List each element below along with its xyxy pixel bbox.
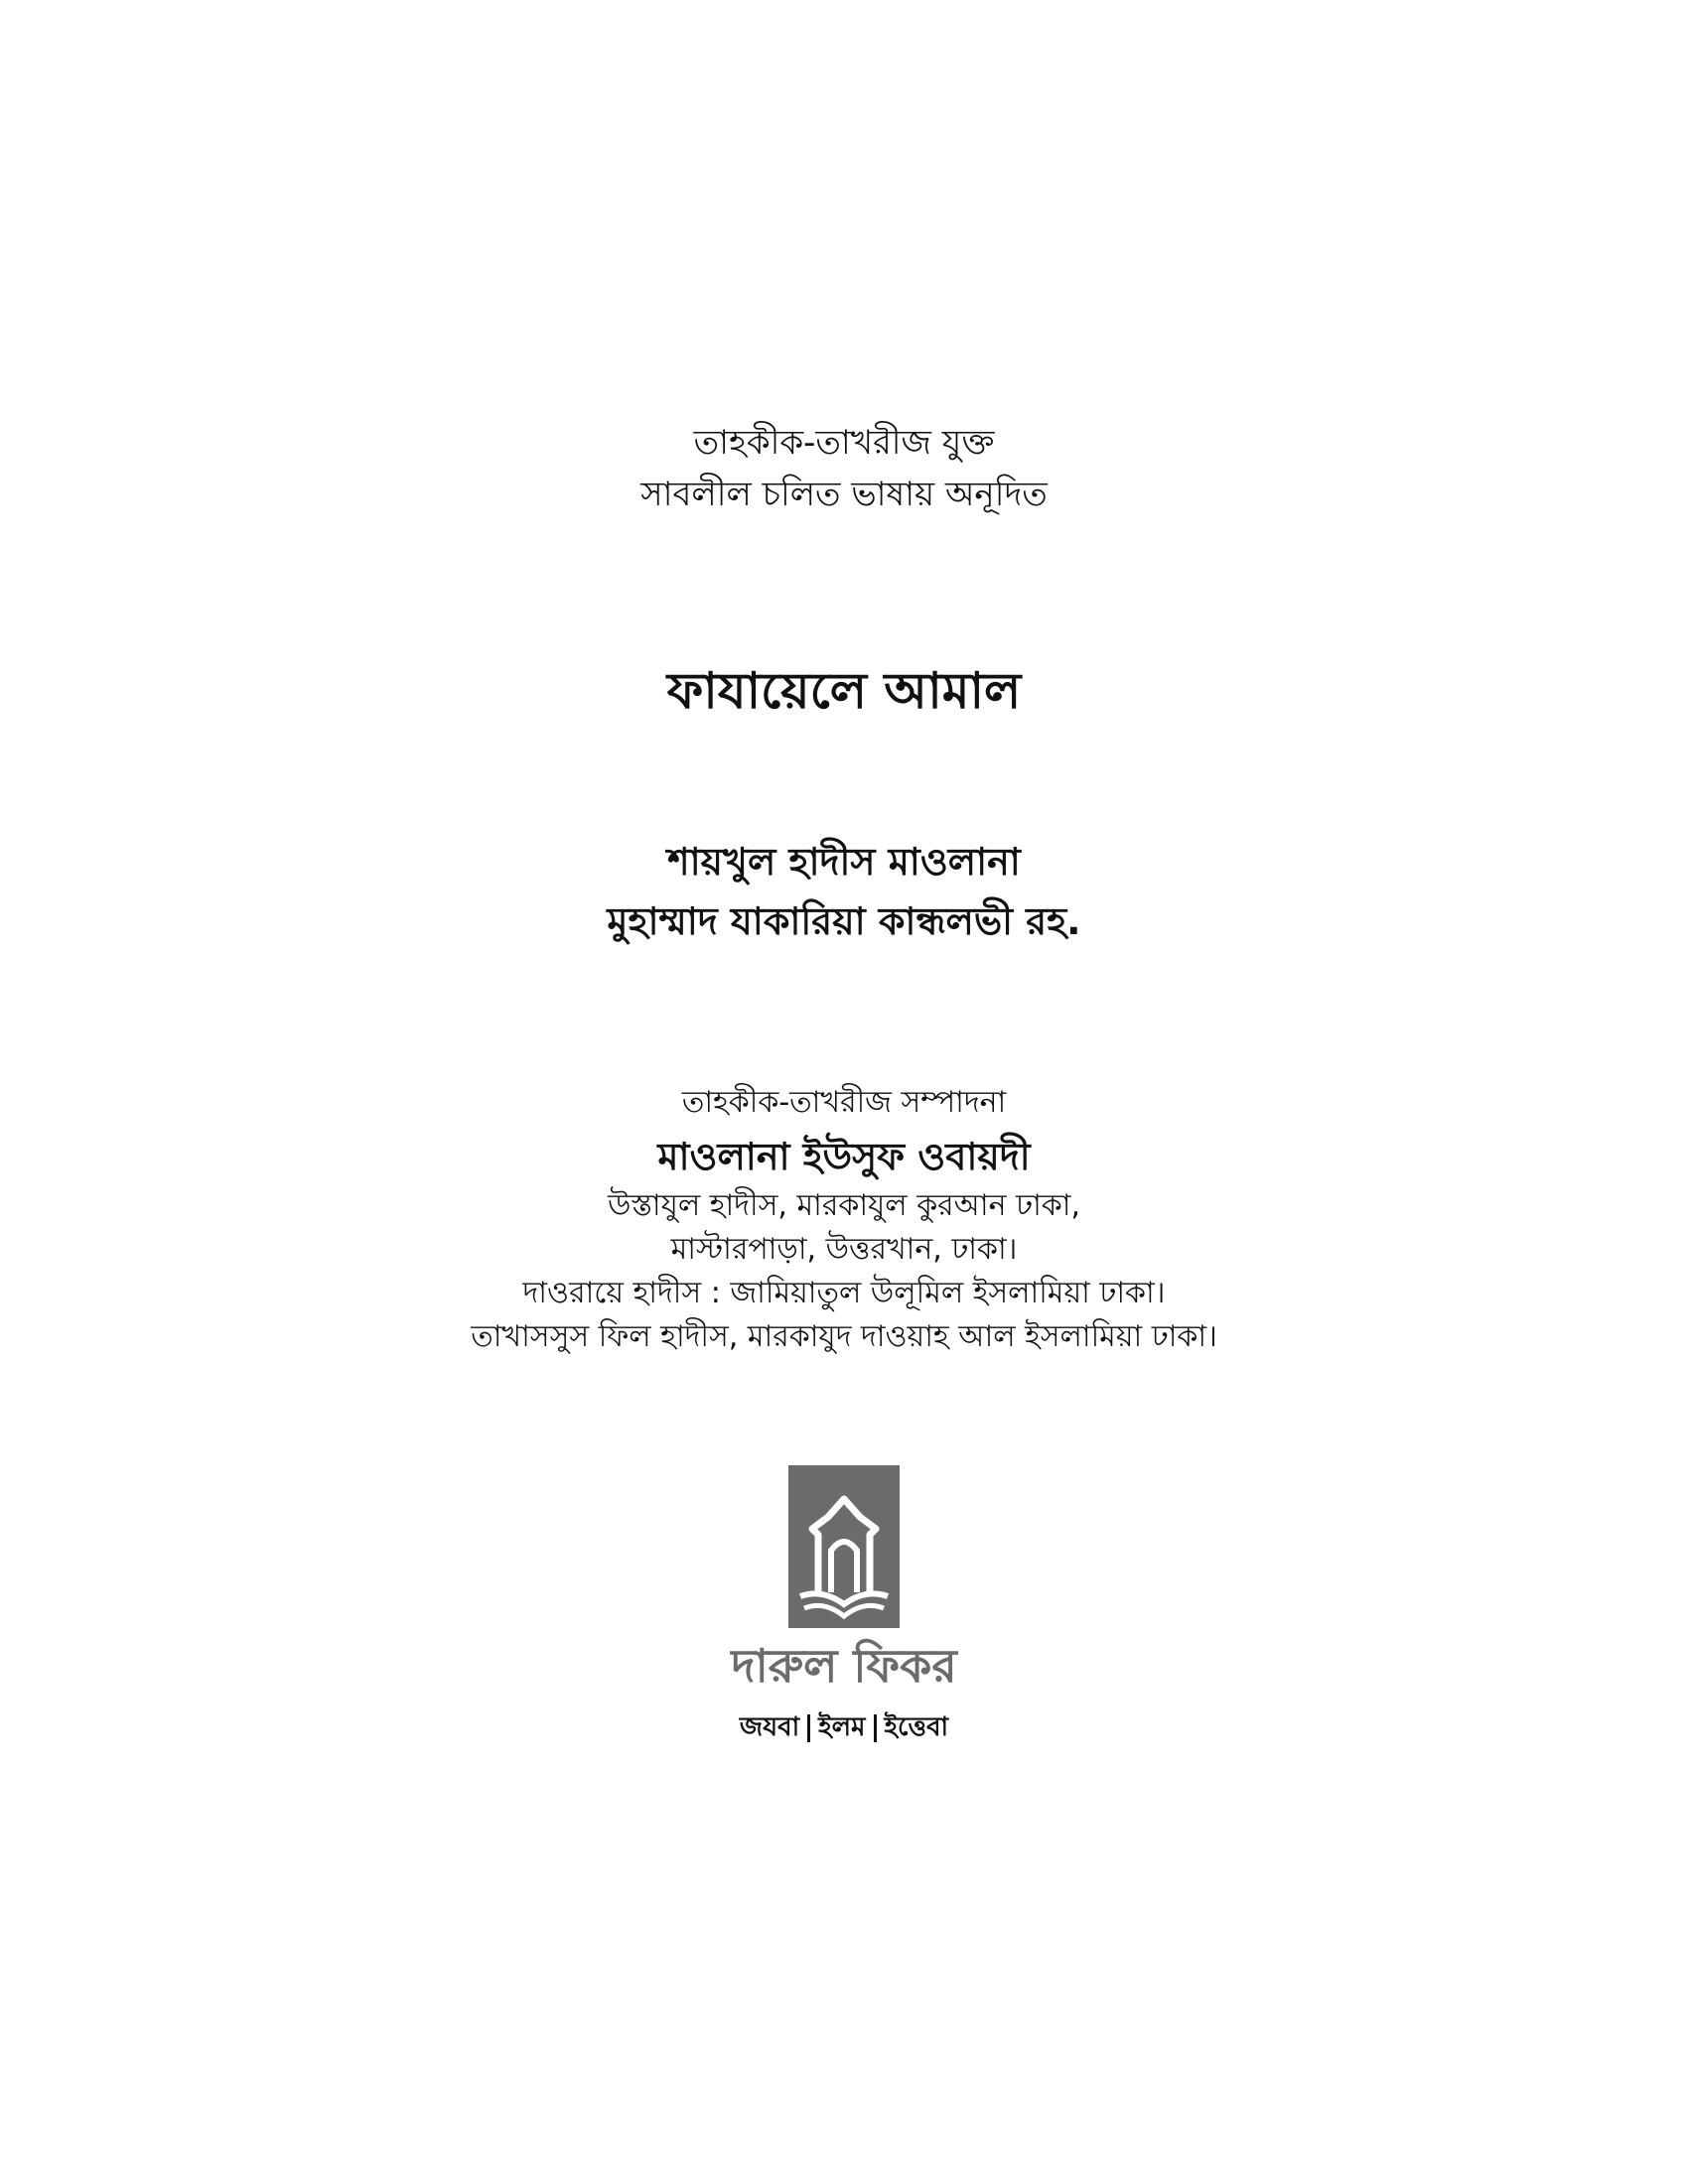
editor-label: তাহকীক-তাখরীজ সম্পাদনা — [681, 1085, 1007, 1120]
author-honorific: শায়খুল হাদীস মাওলানা — [667, 840, 1021, 884]
editor-detail-1: উস্তাযুল হাদীস, মারকাযুল কুরআন ঢাকা, — [607, 1188, 1081, 1223]
editor-name: মাওলানা ইউসুফ ওবায়দী — [657, 1135, 1031, 1178]
motto-separator — [807, 1714, 810, 1742]
author-block — [0, 832, 1688, 951]
tagline-line-2: সাবলীল চলিত ভাষায় অনূদিত — [640, 475, 1048, 514]
motto-word-1: জযবা — [739, 1712, 800, 1742]
motto-word-3: ইত্তেবা — [884, 1712, 949, 1742]
motto-separator — [874, 1714, 877, 1742]
book-title-block — [0, 655, 1688, 727]
publisher-motto — [0, 1709, 1688, 1745]
publisher-name: দারুল ফিকর — [731, 1639, 957, 1693]
book-title: ফাযায়েলে আমাল — [666, 662, 1022, 720]
tagline — [0, 417, 1688, 520]
mosque-arch-book-icon — [788, 1465, 900, 1628]
editor-detail-3: দাওরায়ে হাদীস : জামিয়াতুল উলূমিল ইসলামিয়া ঢাকা। — [522, 1276, 1166, 1310]
motto-word-2: ইলম — [818, 1712, 866, 1742]
author-name: মুহাম্মাদ যাকারিয়া কান্ধলভী রহ. — [607, 899, 1081, 943]
editor-detail-2: মাস্টারপাড়া, উত্তরখান, ঢাকা। — [670, 1232, 1018, 1267]
editor-block — [0, 1077, 1688, 1359]
editor-detail-4: তাখাসসুস ফিল হাদীস, মারকাযুদ দাওয়াহ আল ইসলামিয়া ঢাকা। — [471, 1319, 1217, 1354]
tagline-line-1: তাহকীক-তাখরীজ যুক্ত — [693, 423, 995, 463]
